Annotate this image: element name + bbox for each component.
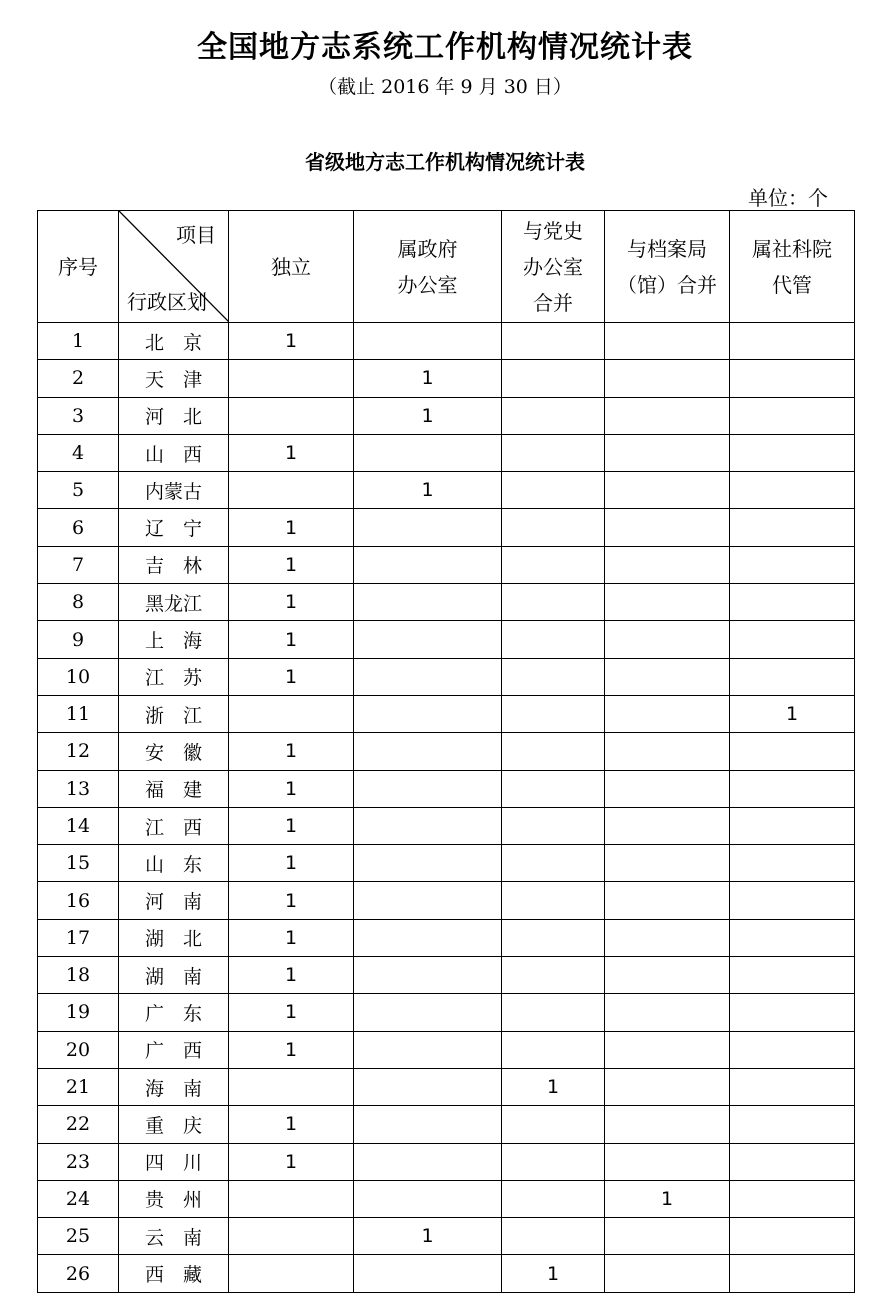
row-index: 26	[38, 1255, 119, 1292]
row-index: 9	[38, 621, 119, 658]
region-name: 吉 林	[119, 546, 229, 583]
cell-independent: 1	[229, 882, 354, 919]
cell-party-history	[502, 397, 605, 434]
region-name: 西 藏	[119, 1255, 229, 1292]
table-row	[38, 695, 855, 732]
table-row	[38, 845, 855, 882]
row-index: 12	[38, 733, 119, 770]
table-row	[38, 584, 855, 621]
region-name: 安 徽	[119, 733, 229, 770]
cell-gov-office	[354, 1068, 502, 1105]
region-name: 云 南	[119, 1218, 229, 1255]
region-name: 上 海	[119, 621, 229, 658]
table-row	[38, 733, 855, 770]
region-name: 江 西	[119, 807, 229, 844]
table-row	[38, 1255, 855, 1292]
table-row	[38, 957, 855, 994]
cell-archives	[605, 1031, 730, 1068]
table-row	[38, 1218, 855, 1255]
row-index: 19	[38, 994, 119, 1031]
cell-social-science	[730, 360, 855, 397]
table-row	[38, 1031, 855, 1068]
cell-social-science	[730, 882, 855, 919]
row-index: 24	[38, 1180, 119, 1217]
cell-party-history	[502, 845, 605, 882]
cell-social-science: 1	[730, 695, 855, 732]
table-row	[38, 1143, 855, 1180]
row-index: 2	[38, 360, 119, 397]
cell-archives	[605, 770, 730, 807]
header-archives	[605, 211, 730, 323]
header-party-history-line2: 办公室	[523, 254, 583, 279]
cell-party-history	[502, 434, 605, 471]
cell-independent: 1	[229, 434, 354, 471]
cell-gov-office	[354, 1031, 502, 1068]
cell-party-history: 1	[502, 1068, 605, 1105]
cell-independent	[229, 1255, 354, 1292]
row-index: 18	[38, 957, 119, 994]
cell-gov-office	[354, 770, 502, 807]
cell-archives	[605, 397, 730, 434]
cell-archives	[605, 360, 730, 397]
table-row	[38, 546, 855, 583]
row-index: 21	[38, 1068, 119, 1105]
region-name: 湖 北	[119, 919, 229, 956]
cell-gov-office	[354, 621, 502, 658]
cell-social-science	[730, 509, 855, 546]
cell-party-history	[502, 994, 605, 1031]
cell-independent: 1	[229, 1106, 354, 1143]
cell-independent: 1	[229, 733, 354, 770]
region-name: 山 东	[119, 845, 229, 882]
header-party-history-line3: 合并	[533, 290, 573, 315]
table-title: 省级地方志工作机构情况统计表	[305, 150, 585, 174]
cell-social-science	[730, 434, 855, 471]
table-row	[38, 472, 855, 509]
region-name: 河 南	[119, 882, 229, 919]
cell-gov-office	[354, 509, 502, 546]
cell-social-science	[730, 397, 855, 434]
page-title: 全国地方志系统工作机构情况统计表	[197, 30, 693, 65]
region-name: 广 西	[119, 1031, 229, 1068]
row-index: 3	[38, 397, 119, 434]
region-name: 湖 南	[119, 957, 229, 994]
row-index: 16	[38, 882, 119, 919]
cell-party-history	[502, 621, 605, 658]
region-name: 浙 江	[119, 695, 229, 732]
header-social-science-line2: 代管	[772, 272, 812, 297]
cell-party-history	[502, 733, 605, 770]
cell-social-science	[730, 546, 855, 583]
row-index: 20	[38, 1031, 119, 1068]
cell-independent: 1	[229, 509, 354, 546]
header-region: 行政区划	[127, 290, 207, 314]
cell-independent: 1	[229, 770, 354, 807]
cell-social-science	[730, 1255, 855, 1292]
header-archives-line2: （馆）合并	[617, 272, 717, 297]
cell-gov-office	[354, 1180, 502, 1217]
region-name: 福 建	[119, 770, 229, 807]
cell-party-history	[502, 1218, 605, 1255]
cell-social-science	[730, 994, 855, 1031]
cell-gov-office	[354, 845, 502, 882]
stats-table	[37, 210, 855, 1293]
cell-gov-office	[354, 1143, 502, 1180]
region-name: 天 津	[119, 360, 229, 397]
cell-social-science	[730, 621, 855, 658]
cell-archives	[605, 472, 730, 509]
row-index: 13	[38, 770, 119, 807]
cell-archives	[605, 695, 730, 732]
table-row	[38, 882, 855, 919]
cell-social-science	[730, 807, 855, 844]
table-row	[38, 770, 855, 807]
cell-independent	[229, 472, 354, 509]
cell-independent: 1	[229, 957, 354, 994]
cell-social-science	[730, 658, 855, 695]
cell-independent	[229, 1068, 354, 1105]
header-gov-office-line2: 办公室	[397, 272, 458, 297]
region-name: 四 川	[119, 1143, 229, 1180]
header-gov-office-line1: 属政府	[397, 236, 458, 261]
cell-party-history	[502, 1180, 605, 1217]
cell-party-history	[502, 957, 605, 994]
cell-gov-office	[354, 695, 502, 732]
cell-social-science	[730, 1218, 855, 1255]
cell-independent: 1	[229, 994, 354, 1031]
unit-label: 单位：个	[748, 186, 828, 210]
header-diagonal-cell	[119, 211, 229, 323]
table-row	[38, 1106, 855, 1143]
cell-archives	[605, 434, 730, 471]
cell-social-science	[730, 1031, 855, 1068]
region-name: 海 南	[119, 1068, 229, 1105]
region-name: 广 东	[119, 994, 229, 1031]
cell-archives	[605, 584, 730, 621]
cell-party-history	[502, 584, 605, 621]
cell-archives	[605, 882, 730, 919]
region-name: 辽 宁	[119, 509, 229, 546]
header-gov-office	[354, 211, 502, 323]
cell-gov-office: 1	[354, 1218, 502, 1255]
cell-archives	[605, 509, 730, 546]
cell-party-history	[502, 509, 605, 546]
header-independent: 独立	[229, 211, 354, 323]
table-row	[38, 621, 855, 658]
cell-archives	[605, 1143, 730, 1180]
cell-gov-office	[354, 658, 502, 695]
cell-archives	[605, 919, 730, 956]
row-index: 15	[38, 845, 119, 882]
cell-social-science	[730, 584, 855, 621]
cell-archives	[605, 845, 730, 882]
cell-gov-office	[354, 434, 502, 471]
table-row	[38, 360, 855, 397]
row-index: 23	[38, 1143, 119, 1180]
cell-archives	[605, 1255, 730, 1292]
row-index: 11	[38, 695, 119, 732]
cell-party-history	[502, 658, 605, 695]
row-index: 4	[38, 434, 119, 471]
cell-archives: 1	[605, 1180, 730, 1217]
table-row	[38, 434, 855, 471]
cell-party-history	[502, 360, 605, 397]
row-index: 25	[38, 1218, 119, 1255]
region-name: 江 苏	[119, 658, 229, 695]
cell-independent: 1	[229, 658, 354, 695]
cell-independent: 1	[229, 1031, 354, 1068]
cell-party-history	[502, 1031, 605, 1068]
cell-independent: 1	[229, 546, 354, 583]
cell-archives	[605, 957, 730, 994]
cell-gov-office	[354, 919, 502, 956]
region-name: 河 北	[119, 397, 229, 434]
row-index: 22	[38, 1106, 119, 1143]
cell-party-history	[502, 695, 605, 732]
cell-social-science	[730, 472, 855, 509]
cell-social-science	[730, 1106, 855, 1143]
region-name: 黑龙江	[119, 584, 229, 621]
cell-independent	[229, 1180, 354, 1217]
table-row	[38, 658, 855, 695]
cell-gov-office	[354, 882, 502, 919]
row-index: 14	[38, 807, 119, 844]
row-index: 10	[38, 658, 119, 695]
cell-gov-office	[354, 994, 502, 1031]
cell-independent: 1	[229, 621, 354, 658]
cell-party-history	[502, 770, 605, 807]
cell-social-science	[730, 845, 855, 882]
region-name: 重 庆	[119, 1106, 229, 1143]
cell-gov-office	[354, 957, 502, 994]
cell-independent: 1	[229, 1143, 354, 1180]
cell-independent: 1	[229, 323, 354, 360]
cell-party-history	[502, 323, 605, 360]
cell-party-history	[502, 546, 605, 583]
cell-party-history	[502, 1106, 605, 1143]
cell-gov-office	[354, 733, 502, 770]
cell-archives	[605, 621, 730, 658]
cell-social-science	[730, 733, 855, 770]
cell-party-history	[502, 807, 605, 844]
row-index: 7	[38, 546, 119, 583]
page-subtitle: （截止 2016 年 9 月 30 日）	[318, 76, 572, 98]
cell-archives	[605, 1106, 730, 1143]
region-name: 内蒙古	[119, 472, 229, 509]
cell-independent	[229, 360, 354, 397]
header-social-science-line1: 属社科院	[752, 236, 832, 261]
cell-gov-office	[354, 1106, 502, 1143]
region-name: 山 西	[119, 434, 229, 471]
cell-party-history	[502, 882, 605, 919]
row-index: 1	[38, 323, 119, 360]
row-index: 6	[38, 509, 119, 546]
cell-gov-office	[354, 807, 502, 844]
header-party-history	[502, 211, 605, 323]
cell-gov-office: 1	[354, 472, 502, 509]
row-index: 17	[38, 919, 119, 956]
cell-social-science	[730, 323, 855, 360]
cell-archives	[605, 546, 730, 583]
cell-social-science	[730, 1180, 855, 1217]
cell-archives	[605, 323, 730, 360]
region-name: 贵 州	[119, 1180, 229, 1217]
header-archives-line1: 与档案局	[627, 236, 707, 261]
cell-gov-office	[354, 1255, 502, 1292]
cell-gov-office	[354, 584, 502, 621]
cell-social-science	[730, 919, 855, 956]
table-row	[38, 919, 855, 956]
cell-gov-office	[354, 546, 502, 583]
cell-independent	[229, 397, 354, 434]
cell-gov-office	[354, 323, 502, 360]
table-row	[38, 397, 855, 434]
header-row	[38, 211, 855, 323]
cell-independent: 1	[229, 807, 354, 844]
cell-party-history	[502, 919, 605, 956]
table-row	[38, 1068, 855, 1105]
cell-social-science	[730, 1143, 855, 1180]
cell-social-science	[730, 957, 855, 994]
cell-party-history: 1	[502, 1255, 605, 1292]
cell-archives	[605, 994, 730, 1031]
cell-independent	[229, 695, 354, 732]
row-index: 8	[38, 584, 119, 621]
cell-independent: 1	[229, 584, 354, 621]
cell-independent: 1	[229, 845, 354, 882]
table-row	[38, 807, 855, 844]
header-party-history-line1: 与党史	[523, 218, 583, 243]
cell-archives	[605, 1218, 730, 1255]
region-name: 北 京	[119, 323, 229, 360]
cell-independent	[229, 1218, 354, 1255]
cell-gov-office: 1	[354, 397, 502, 434]
table-row	[38, 323, 855, 360]
table-row	[38, 994, 855, 1031]
cell-social-science	[730, 770, 855, 807]
header-index: 序号	[38, 211, 119, 323]
cell-archives	[605, 1068, 730, 1105]
cell-archives	[605, 807, 730, 844]
table-row	[38, 1180, 855, 1217]
cell-archives	[605, 733, 730, 770]
header-social-science	[730, 211, 855, 323]
cell-party-history	[502, 472, 605, 509]
row-index: 5	[38, 472, 119, 509]
table-row	[38, 509, 855, 546]
cell-independent: 1	[229, 919, 354, 956]
cell-gov-office: 1	[354, 360, 502, 397]
cell-party-history	[502, 1143, 605, 1180]
table-body	[38, 323, 855, 1293]
cell-archives	[605, 658, 730, 695]
cell-social-science	[730, 1068, 855, 1105]
header-item: 项目	[176, 223, 216, 247]
